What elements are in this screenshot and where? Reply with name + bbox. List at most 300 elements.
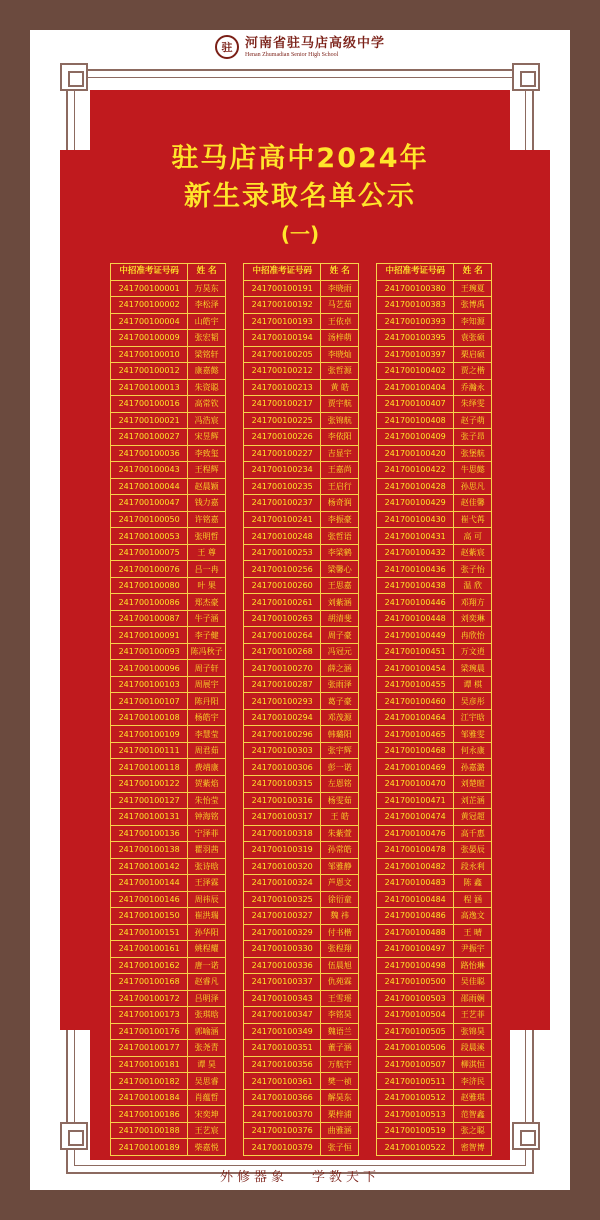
exam-id-cell: 241700100091 xyxy=(111,627,188,644)
exam-id-cell: 241700100366 xyxy=(244,1089,321,1106)
table-row xyxy=(244,627,359,644)
student-name-cell: 伍晨旭 xyxy=(321,957,359,974)
student-name-cell: 贺紫焰 xyxy=(188,775,226,792)
student-name-cell: 谭 棋 xyxy=(454,676,492,693)
student-name-cell: 朱资聪 xyxy=(188,379,226,396)
student-name-cell: 尹振宇 xyxy=(454,941,492,958)
exam-id-cell: 241700100176 xyxy=(111,1023,188,1040)
student-name-cell: 邹雅雯 xyxy=(454,726,492,743)
exam-id-cell: 241700100500 xyxy=(377,974,454,991)
table-row xyxy=(244,379,359,396)
table-row xyxy=(377,330,492,347)
table-row xyxy=(244,445,359,462)
exam-id-cell: 241700100393 xyxy=(377,313,454,330)
student-name-cell: 冯浩宸 xyxy=(188,412,226,429)
student-name-cell: 赵睿凡 xyxy=(188,974,226,991)
student-name-cell: 陈冯秋子 xyxy=(188,643,226,660)
table-row xyxy=(377,478,492,495)
poster-paper xyxy=(30,30,570,1190)
table-row xyxy=(244,313,359,330)
table-row xyxy=(377,792,492,809)
exam-id-cell: 241700100484 xyxy=(377,891,454,908)
exam-id-cell: 241700100261 xyxy=(244,594,321,611)
student-name-cell: 李晓雨 xyxy=(321,280,359,297)
table-row xyxy=(244,528,359,545)
exam-id-cell: 241700100498 xyxy=(377,957,454,974)
student-name-cell: 王泽霖 xyxy=(188,875,226,892)
student-name-cell: 袁张硕 xyxy=(454,330,492,347)
table-row xyxy=(111,809,226,826)
admission-table-3 xyxy=(376,263,492,1156)
student-name-cell: 郭喻涵 xyxy=(188,1023,226,1040)
table-row xyxy=(244,858,359,875)
exam-id-cell: 241700100142 xyxy=(111,858,188,875)
exam-id-cell: 241700100027 xyxy=(111,429,188,446)
student-name-cell: 李依阳 xyxy=(321,429,359,446)
exam-id-cell: 241700100150 xyxy=(111,908,188,925)
student-name-cell: 高常钦 xyxy=(188,396,226,413)
table-row xyxy=(111,1056,226,1073)
exam-id-cell: 241700100430 xyxy=(377,511,454,528)
exam-id-cell: 241700100324 xyxy=(244,875,321,892)
student-name-cell: 周子豪 xyxy=(321,627,359,644)
table-row xyxy=(244,1040,359,1057)
student-name-cell: 崔弋苒 xyxy=(454,511,492,528)
table-row xyxy=(111,313,226,330)
student-name-cell: 密智博 xyxy=(454,1139,492,1156)
exam-id-cell: 241700100408 xyxy=(377,412,454,429)
table-row xyxy=(377,396,492,413)
exam-id-cell: 241700100482 xyxy=(377,858,454,875)
student-name-cell: 杨奇润 xyxy=(321,495,359,512)
table-row xyxy=(244,1007,359,1024)
exam-id-cell: 241700100505 xyxy=(377,1023,454,1040)
student-name-cell: 张晏辰 xyxy=(454,842,492,859)
exam-id-cell: 241700100010 xyxy=(111,346,188,363)
exam-id-cell: 241700100306 xyxy=(244,759,321,776)
table-row xyxy=(111,577,226,594)
student-name-cell: 李济民 xyxy=(454,1073,492,1090)
table-row xyxy=(111,280,226,297)
exam-id-cell: 241700100428 xyxy=(377,478,454,495)
exam-id-cell: 241700100343 xyxy=(244,990,321,1007)
motto-right: 学教天下 xyxy=(312,1169,381,1185)
table-header-row xyxy=(377,264,492,281)
student-name-cell: 牛思懿 xyxy=(454,462,492,479)
exam-id-cell: 241700100004 xyxy=(111,313,188,330)
column-header-id: 中招准考证号码 xyxy=(111,264,188,281)
table-row xyxy=(111,792,226,809)
table-row xyxy=(111,990,226,1007)
exam-id-cell: 241700100464 xyxy=(377,709,454,726)
student-name-cell: 叶 果 xyxy=(188,577,226,594)
table-row xyxy=(244,594,359,611)
exam-id-cell: 241700100264 xyxy=(244,627,321,644)
student-name-cell: 葛子豪 xyxy=(321,693,359,710)
student-name-cell: 王依卓 xyxy=(321,313,359,330)
exam-id-cell: 241700100407 xyxy=(377,396,454,413)
corner-ornament xyxy=(60,63,88,91)
student-name-cell: 解昊东 xyxy=(321,1089,359,1106)
exam-id-cell: 241700100076 xyxy=(111,561,188,578)
table-row xyxy=(377,1007,492,1024)
student-name-cell: 王启行 xyxy=(321,478,359,495)
table-row xyxy=(377,1089,492,1106)
exam-id-cell: 241700100096 xyxy=(111,660,188,677)
table-row xyxy=(111,908,226,925)
student-name-cell: 费靖康 xyxy=(188,759,226,776)
table-row xyxy=(111,1106,226,1123)
exam-id-cell: 241700100337 xyxy=(244,974,321,991)
student-name-cell: 魏 祎 xyxy=(321,908,359,925)
table-row xyxy=(244,676,359,693)
exam-id-cell: 241700100454 xyxy=(377,660,454,677)
student-name-cell: 张子昂 xyxy=(454,429,492,446)
exam-id-cell: 241700100268 xyxy=(244,643,321,660)
student-name-cell: 薛之涵 xyxy=(321,660,359,677)
student-name-cell: 温 欣 xyxy=(454,577,492,594)
table-row xyxy=(377,1040,492,1057)
exam-id-cell: 241700100513 xyxy=(377,1106,454,1123)
table-header-row xyxy=(244,264,359,281)
table-row xyxy=(244,891,359,908)
student-name-cell: 王思嘉 xyxy=(321,577,359,594)
exam-id-cell: 241700100127 xyxy=(111,792,188,809)
table-row xyxy=(377,561,492,578)
exam-id-cell: 241700100429 xyxy=(377,495,454,512)
exam-id-cell: 241700100409 xyxy=(377,429,454,446)
student-name-cell: 唐一诺 xyxy=(188,957,226,974)
student-name-cell: 李松泽 xyxy=(188,297,226,314)
student-name-cell: 宋奕坤 xyxy=(188,1106,226,1123)
table-row xyxy=(244,709,359,726)
student-name-cell: 谭 昊 xyxy=(188,1056,226,1073)
table-row xyxy=(111,941,226,958)
table-row xyxy=(377,495,492,512)
student-name-cell: 黄 皓 xyxy=(321,379,359,396)
student-name-cell: 王琬夏 xyxy=(454,280,492,297)
exam-id-cell: 241700100260 xyxy=(244,577,321,594)
table-row xyxy=(111,891,226,908)
table-row xyxy=(244,1122,359,1139)
exam-id-cell: 241700100168 xyxy=(111,974,188,991)
table-row xyxy=(377,842,492,859)
exam-id-cell: 241700100248 xyxy=(244,528,321,545)
student-name-cell: 张宏韬 xyxy=(188,330,226,347)
exam-id-cell: 241700100431 xyxy=(377,528,454,545)
student-name-cell: 万文逍 xyxy=(454,643,492,660)
table-row xyxy=(377,775,492,792)
admission-table-1 xyxy=(110,263,226,1156)
table-row xyxy=(244,974,359,991)
student-name-cell: 董子涵 xyxy=(321,1040,359,1057)
exam-id-cell: 241700100002 xyxy=(111,297,188,314)
exam-id-cell: 241700100317 xyxy=(244,809,321,826)
table-row xyxy=(111,297,226,314)
table-row xyxy=(111,1139,226,1156)
table-row xyxy=(111,858,226,875)
school-logo: 驻 xyxy=(215,35,239,59)
student-name-cell: 乔瀚永 xyxy=(454,379,492,396)
table-row xyxy=(244,660,359,677)
table-row xyxy=(377,891,492,908)
table-row xyxy=(377,1139,492,1156)
exam-id-cell: 241700100181 xyxy=(111,1056,188,1073)
student-name-cell: 张程翔 xyxy=(321,941,359,958)
student-name-cell: 康嘉懿 xyxy=(188,363,226,380)
table-row xyxy=(111,330,226,347)
table-row xyxy=(377,726,492,743)
table-row xyxy=(244,990,359,1007)
exam-id-cell: 241700100395 xyxy=(377,330,454,347)
student-name-cell: 柳淇恒 xyxy=(454,1056,492,1073)
student-name-cell: 李致玺 xyxy=(188,445,226,462)
table-row xyxy=(244,478,359,495)
student-name-cell: 张琪晗 xyxy=(188,1007,226,1024)
student-name-cell: 张诗晗 xyxy=(188,858,226,875)
exam-id-cell: 241700100044 xyxy=(111,478,188,495)
exam-id-cell: 241700100036 xyxy=(111,445,188,462)
student-name-cell: 冉欣怡 xyxy=(454,627,492,644)
exam-id-cell: 241700100212 xyxy=(244,363,321,380)
student-name-cell: 王程辉 xyxy=(188,462,226,479)
student-name-cell: 马艺茹 xyxy=(321,297,359,314)
student-name-cell: 栗梓浦 xyxy=(321,1106,359,1123)
exam-id-cell: 241700100193 xyxy=(244,313,321,330)
table-row xyxy=(244,875,359,892)
table-row xyxy=(111,594,226,611)
exam-id-cell: 241700100172 xyxy=(111,990,188,1007)
table-row xyxy=(377,825,492,842)
student-name-cell: 朱怡莹 xyxy=(188,792,226,809)
exam-id-cell: 241700100511 xyxy=(377,1073,454,1090)
student-name-cell: 赵佳馨 xyxy=(454,495,492,512)
student-name-cell: 付书楷 xyxy=(321,924,359,941)
student-name-cell: 刘紫涵 xyxy=(321,594,359,611)
table-row xyxy=(111,974,226,991)
student-name-cell: 吴彦彤 xyxy=(454,693,492,710)
exam-id-cell: 241700100241 xyxy=(244,511,321,528)
table-row xyxy=(377,610,492,627)
student-name-cell: 王 晴 xyxy=(454,924,492,941)
table-row xyxy=(244,577,359,594)
table-row xyxy=(377,462,492,479)
student-name-cell: 张子怡 xyxy=(454,561,492,578)
student-name-cell: 邓翔方 xyxy=(454,594,492,611)
exam-id-cell: 241700100294 xyxy=(244,709,321,726)
table-row xyxy=(377,577,492,594)
student-name-cell: 樊一祯 xyxy=(321,1073,359,1090)
student-name-cell: 陈 鑫 xyxy=(454,875,492,892)
exam-id-cell: 241700100012 xyxy=(111,363,188,380)
student-name-cell: 孙华阳 xyxy=(188,924,226,941)
student-name-cell: 张锦昊 xyxy=(454,1023,492,1040)
corner-ornament xyxy=(60,1122,88,1150)
table-row xyxy=(244,1089,359,1106)
table-row xyxy=(377,924,492,941)
student-name-cell: 吴思睿 xyxy=(188,1073,226,1090)
exam-id-cell: 241700100263 xyxy=(244,610,321,627)
table-row xyxy=(111,429,226,446)
exam-id-cell: 241700100329 xyxy=(244,924,321,941)
exam-id-cell: 241700100293 xyxy=(244,693,321,710)
student-name-cell: 柴嘉悦 xyxy=(188,1139,226,1156)
table-row xyxy=(244,957,359,974)
table-row xyxy=(244,280,359,297)
exam-id-cell: 241700100144 xyxy=(111,875,188,892)
table-row xyxy=(377,990,492,1007)
table-row xyxy=(111,445,226,462)
exam-id-cell: 241700100296 xyxy=(244,726,321,743)
student-name-cell: 王雪瑶 xyxy=(321,990,359,1007)
table-row xyxy=(244,1073,359,1090)
table-row xyxy=(111,660,226,677)
student-name-cell: 贾宇航 xyxy=(321,396,359,413)
student-name-cell: 段晨溪 xyxy=(454,1040,492,1057)
table-row xyxy=(244,908,359,925)
student-name-cell: 崔洪瑞 xyxy=(188,908,226,925)
exam-id-cell: 241700100303 xyxy=(244,742,321,759)
table-row xyxy=(377,693,492,710)
table-row xyxy=(111,495,226,512)
exam-id-cell: 241700100087 xyxy=(111,610,188,627)
student-name-cell: 范智鑫 xyxy=(454,1106,492,1123)
page-title xyxy=(90,140,510,216)
table-row xyxy=(111,528,226,545)
table-row xyxy=(244,1023,359,1040)
student-name-cell: 张堡航 xyxy=(454,445,492,462)
exam-id-cell: 241700100471 xyxy=(377,792,454,809)
exam-id-cell: 241700100376 xyxy=(244,1122,321,1139)
exam-id-cell: 241700100047 xyxy=(111,495,188,512)
student-name-cell: 张雨泽 xyxy=(321,676,359,693)
student-name-cell: 韩璐阳 xyxy=(321,726,359,743)
column-header-name: 姓 名 xyxy=(321,264,359,281)
exam-id-cell: 241700100194 xyxy=(244,330,321,347)
student-name-cell: 路怡琳 xyxy=(454,957,492,974)
table-row xyxy=(111,363,226,380)
student-name-cell: 吴佳聪 xyxy=(454,974,492,991)
table-row xyxy=(111,346,226,363)
exam-id-cell: 241700100330 xyxy=(244,941,321,958)
student-name-cell: 李晓灿 xyxy=(321,346,359,363)
table-row xyxy=(377,974,492,991)
student-name-cell: 栗启硕 xyxy=(454,346,492,363)
exam-id-cell: 241700100186 xyxy=(111,1106,188,1123)
table-row xyxy=(244,742,359,759)
exam-id-cell: 241700100474 xyxy=(377,809,454,826)
table-row xyxy=(377,528,492,545)
column-header-name: 姓 名 xyxy=(454,264,492,281)
table-row xyxy=(244,1056,359,1073)
table-row xyxy=(244,297,359,314)
table-row xyxy=(244,544,359,561)
exam-id-cell: 241700100287 xyxy=(244,676,321,693)
exam-id-cell: 241700100383 xyxy=(377,297,454,314)
table-row xyxy=(377,412,492,429)
table-row xyxy=(111,875,226,892)
table-row xyxy=(244,511,359,528)
exam-id-cell: 241700100177 xyxy=(111,1040,188,1057)
exam-id-cell: 241700100013 xyxy=(111,379,188,396)
exam-id-cell: 241700100380 xyxy=(377,280,454,297)
exam-id-cell: 241700100486 xyxy=(377,908,454,925)
exam-id-cell: 241700100050 xyxy=(111,511,188,528)
student-name-cell: 冯冠元 xyxy=(321,643,359,660)
student-name-cell: 段永利 xyxy=(454,858,492,875)
exam-id-cell: 241700100191 xyxy=(244,280,321,297)
exam-id-cell: 241700100182 xyxy=(111,1073,188,1090)
exam-id-cell: 241700100217 xyxy=(244,396,321,413)
table-row xyxy=(244,809,359,826)
exam-id-cell: 241700100319 xyxy=(244,842,321,859)
exam-id-cell: 241700100470 xyxy=(377,775,454,792)
table-row xyxy=(377,676,492,693)
exam-id-cell: 241700100483 xyxy=(377,875,454,892)
table-row xyxy=(244,330,359,347)
student-name-cell: 刘奕琳 xyxy=(454,610,492,627)
exam-id-cell: 241700100522 xyxy=(377,1139,454,1156)
student-name-cell: 徐衍童 xyxy=(321,891,359,908)
student-name-cell: 赵子萌 xyxy=(454,412,492,429)
table-row xyxy=(244,561,359,578)
student-name-cell: 孙思凡 xyxy=(454,478,492,495)
table-row xyxy=(244,726,359,743)
student-name-cell: 彭一诺 xyxy=(321,759,359,776)
table-row xyxy=(111,759,226,776)
exam-id-cell: 241700100327 xyxy=(244,908,321,925)
exam-id-cell: 241700100370 xyxy=(244,1106,321,1123)
exam-id-cell: 241700100138 xyxy=(111,842,188,859)
table-row xyxy=(111,1023,226,1040)
table-row xyxy=(111,544,226,561)
student-name-cell: 梁铭轩 xyxy=(188,346,226,363)
exam-id-cell: 241700100451 xyxy=(377,643,454,660)
student-name-cell: 黄冠超 xyxy=(454,809,492,826)
exam-id-cell: 241700100205 xyxy=(244,346,321,363)
table-row xyxy=(377,429,492,446)
table-row xyxy=(377,709,492,726)
exam-id-cell: 241700100460 xyxy=(377,693,454,710)
student-name-cell: 宁泽菲 xyxy=(188,825,226,842)
table-row xyxy=(244,792,359,809)
student-name-cell: 程 涵 xyxy=(454,891,492,908)
table-row xyxy=(111,676,226,693)
student-name-cell: 周子轩 xyxy=(188,660,226,677)
student-name-cell: 张明哲 xyxy=(188,528,226,545)
table-row xyxy=(244,346,359,363)
student-name-cell: 张子恒 xyxy=(321,1139,359,1156)
table-row xyxy=(377,1106,492,1123)
student-name-cell: 张博禹 xyxy=(454,297,492,314)
exam-id-cell: 241700100436 xyxy=(377,561,454,578)
table-row xyxy=(377,1056,492,1073)
exam-id-cell: 241700100009 xyxy=(111,330,188,347)
student-name-cell: 周展宇 xyxy=(188,676,226,693)
table-row xyxy=(377,1023,492,1040)
student-name-cell: 周君茹 xyxy=(188,742,226,759)
exam-id-cell: 241700100161 xyxy=(111,941,188,958)
table-row xyxy=(377,875,492,892)
table-row xyxy=(111,709,226,726)
exam-id-cell: 241700100253 xyxy=(244,544,321,561)
student-name-cell: 赵晨颖 xyxy=(188,478,226,495)
student-name-cell: 芦恩文 xyxy=(321,875,359,892)
exam-id-cell: 241700100173 xyxy=(111,1007,188,1024)
student-name-cell: 孙嘉潞 xyxy=(454,759,492,776)
title-line-1: 驻马店高中2024年 xyxy=(171,143,429,174)
student-name-cell: 梁琬晨 xyxy=(454,660,492,677)
